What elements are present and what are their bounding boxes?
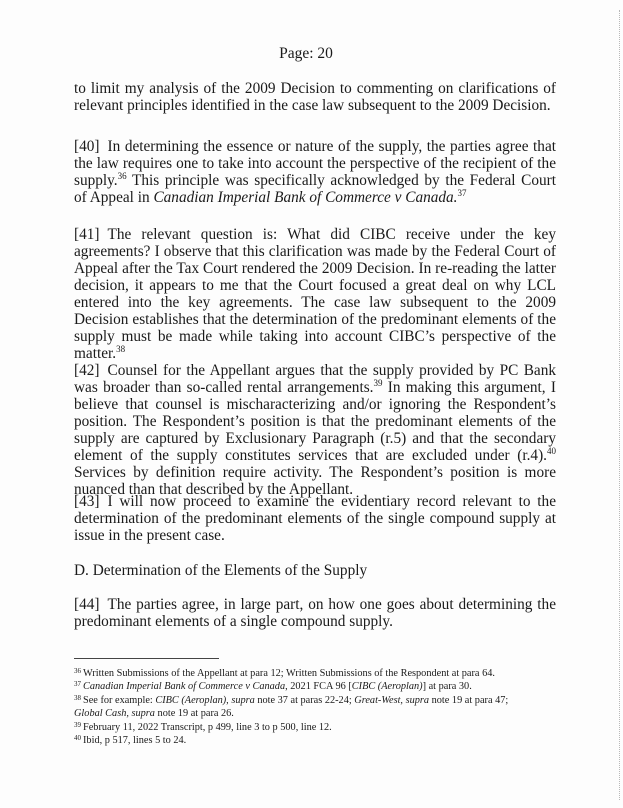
paragraph-intro-text: to limit my analysis of the 2009 Decision to commenting on clarifications of relevant principles identified in the case law subsequent to the 2009 Decision. bbox=[74, 80, 556, 114]
footnotes bbox=[74, 667, 554, 747]
case-citation: Canadian Imperial Bank of Commerce v Canada bbox=[83, 681, 286, 693]
case-citation: Canadian Imperial Bank of Commerce v Canada. bbox=[153, 189, 458, 206]
page-number: Page: 20 bbox=[279, 45, 333, 62]
footnote-text: Written Submissions of the Appellant at para 12; Written Submissions of the Respondent at para 64. bbox=[83, 668, 495, 679]
paragraph-text: The relevant question is: What did CIBC receive under the key agreements? I observe that this clarification was made by the Federal Court of Appeal after the Tax Court rendered the 2009 Decision. In re-reading the latter decision, it appears to me that the Court focused a great deal on why LCL entered into the key agreements. The case law subsequent to the 2009 Decision establishes that the determination of the predominant elements of the supply must be made while taking into account CIBC’s perspective of the matter. bbox=[74, 226, 556, 362]
footnote-text: ] at para 30. bbox=[422, 681, 472, 693]
footnote-text: note 19 at para 47; bbox=[429, 694, 509, 706]
footnote-number: 39 bbox=[74, 720, 81, 729]
footnote-text: note 19 at para 26. bbox=[154, 708, 234, 720]
paragraph-number: [43] bbox=[74, 493, 100, 510]
footnote-37 bbox=[74, 680, 554, 693]
paragraph-intro bbox=[74, 80, 556, 114]
footnote-number: 40 bbox=[74, 734, 81, 743]
footnote-ref[interactable]: 40 bbox=[547, 446, 556, 456]
paragraph-42 bbox=[74, 362, 556, 498]
footnote-number: 36 bbox=[74, 667, 81, 675]
paragraph-number: [40] bbox=[74, 138, 100, 155]
paragraph-43 bbox=[74, 493, 556, 544]
footnote-text: Ibid, p 517, lines 5 to 24. bbox=[83, 735, 187, 747]
paragraph-number: [41] bbox=[74, 226, 100, 243]
footnote-text: See for example: bbox=[83, 694, 156, 706]
footnote-39 bbox=[74, 721, 554, 734]
footnote-36 bbox=[74, 667, 554, 680]
paragraph-text: Counsel for the Appellant argues that the supply provided by PC Bank was broader than so-called rental arrangements. bbox=[74, 362, 556, 396]
paragraph-text: Services by definition require activity. The Respondent’s position is more nuanced than that described by the Appellant. bbox=[74, 464, 556, 498]
footnote-divider bbox=[74, 658, 219, 659]
paragraph-text: The parties agree, in large part, on how one goes about determining the predominant elements of a single compound supply. bbox=[74, 596, 556, 630]
case-citation: CIBC (Aeroplan), supra bbox=[155, 694, 255, 706]
paragraph-text: In determining the essence or nature of the supply, the parties agree that the law requires one to take into account the perspective of the recipient of the supply. bbox=[74, 138, 556, 189]
case-citation: Global Cash, supra bbox=[74, 708, 155, 720]
page-edge-line bbox=[619, 10, 621, 800]
footnote-ref[interactable]: 36 bbox=[117, 171, 127, 181]
paragraph-text: I will now proceed to examine the evidentiary record relevant to the determination of the predominant elements of the single compound supply at issue in the present case. bbox=[74, 493, 556, 544]
section-heading-d bbox=[74, 562, 556, 579]
case-citation: CIBC (Aeroplan) bbox=[351, 681, 423, 693]
footnote-ref[interactable]: 38 bbox=[116, 344, 126, 354]
footnote-ref[interactable]: 39 bbox=[373, 378, 383, 388]
paragraph-text: In making this argument, I believe that counsel is mischaracterizing and/or ignoring the Respondent’s position. The Respondent’s position is that the predominant elements of the supply are captured by Exclusionary Paragraph (r.5) and that the secondary element of the supply constitutes services that are excluded under (r.4). bbox=[74, 379, 556, 464]
footnote-text: , 2021 FCA 96 [ bbox=[285, 681, 352, 693]
footnote-number: 37 bbox=[74, 680, 81, 689]
paragraph-text: This principle was specifically acknowledged by the Federal Court of Appeal in bbox=[74, 172, 556, 206]
paragraph-number: [44] bbox=[74, 596, 100, 613]
footnote-38 bbox=[74, 694, 554, 721]
footnote-number: 38 bbox=[74, 693, 81, 702]
footnote-40 bbox=[74, 734, 554, 747]
paragraph-40 bbox=[74, 138, 556, 206]
footnote-text: February 11, 2022 Transcript, p 499, line 3 to p 500, line 12. bbox=[83, 721, 332, 733]
paragraph-number: [42] bbox=[74, 362, 100, 379]
paragraph-41 bbox=[74, 226, 556, 362]
footnote-text: note 37 at paras 22-24; bbox=[254, 694, 355, 706]
paragraph-44 bbox=[74, 596, 556, 630]
footnote-ref[interactable]: 37 bbox=[457, 188, 467, 198]
case-citation: Great-West, supra bbox=[354, 694, 430, 706]
section-heading-text: D. Determination of the Elements of the Supply bbox=[74, 562, 368, 579]
